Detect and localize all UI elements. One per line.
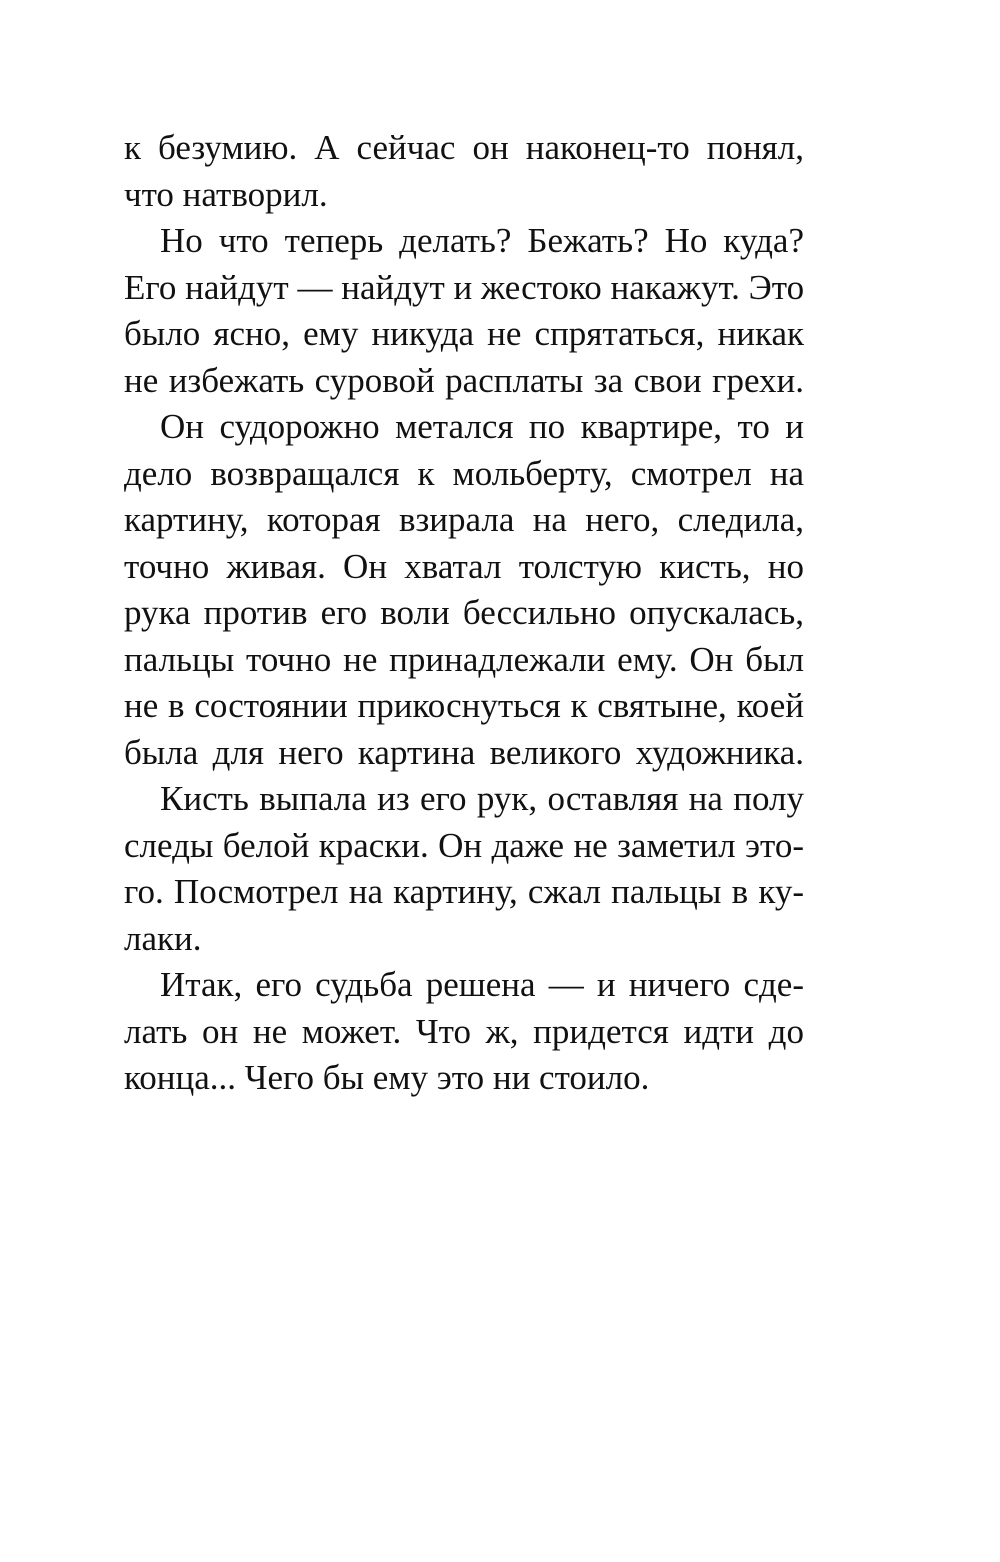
text-line: Кисть выпала из его рук, оставляя на полу xyxy=(160,779,804,818)
text-line: Его найдут — найдут и жестоко накажут. Это xyxy=(124,267,805,307)
text-line: была для него картина великого художника. xyxy=(124,732,804,772)
text-line: Он судорожно метался по квартире, то и xyxy=(160,407,804,446)
text-line: лаки. xyxy=(124,918,202,958)
paragraph xyxy=(124,218,804,404)
text-line: го. Посмотрел на картину, сжал пальцы в ку- xyxy=(124,872,804,911)
text-line: к безумию. А сейчас он наконец-то понял, xyxy=(124,128,804,167)
text-line: рука против его воли бессильно опускалась, xyxy=(124,593,804,632)
text-line: следы белой краски. Он даже не заметил это- xyxy=(124,825,804,865)
text-line: не в состоянии прикоснуться к святыне, коей xyxy=(124,686,804,725)
body-text xyxy=(124,125,804,1102)
text-line: конца... Чего бы ему это ни стоило. xyxy=(124,1058,650,1097)
text-line: не избежать суровой расплаты за свои грехи. xyxy=(124,360,804,400)
text-line: точно живая. Он хватал толстую кисть, но xyxy=(124,546,804,586)
text-line: пальцы точно не принадлежали ему. Он был xyxy=(124,639,804,679)
text-line: картину, которая взирала на него, следила, xyxy=(124,500,804,539)
paragraph xyxy=(124,125,804,218)
paragraph xyxy=(124,776,804,962)
paragraph xyxy=(124,962,804,1102)
text-line: Итак, его судьба решена — и ничего сде- xyxy=(160,965,804,1004)
text-line: что натворил. xyxy=(124,174,328,214)
paragraph xyxy=(124,404,804,776)
text-line: было ясно, ему никуда не спрятаться, никак xyxy=(124,314,804,353)
text-line: дело возвращался к мольберту, смотрел на xyxy=(124,453,804,493)
text-line: Но что теперь делать? Бежать? Но куда? xyxy=(160,221,804,260)
text-line: лать он не может. Что ж, придется идти до xyxy=(124,1011,804,1051)
